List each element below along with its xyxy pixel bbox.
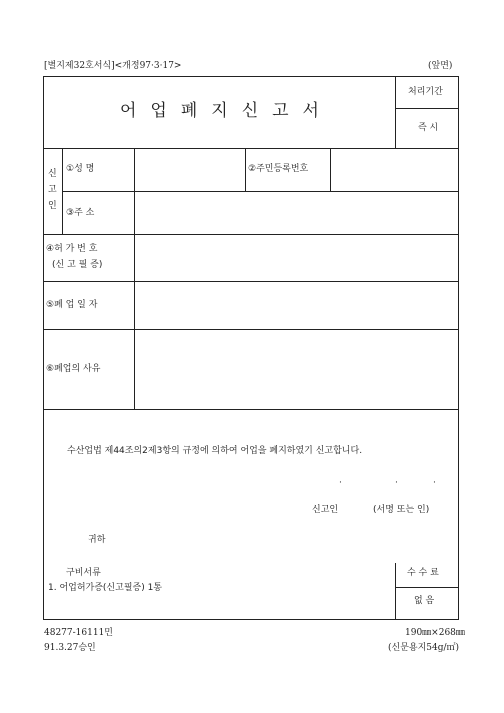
fee-column-divider [395, 563, 396, 620]
rrn-label: ②주민등록번호 [248, 164, 309, 174]
address-label: ③주 소 [66, 208, 95, 218]
name-rrn-divider [245, 148, 246, 191]
applicant-label-divider [62, 148, 63, 234]
license-number-field[interactable] [135, 235, 458, 280]
fee-divider [395, 587, 459, 588]
name-field[interactable] [135, 149, 244, 190]
license-number-label: ④허 가 번 호 [46, 244, 98, 254]
date-dot-day: · [433, 478, 436, 488]
address-field[interactable] [135, 192, 458, 233]
form-reference: [별지제32호서식]<개정97·3·17> [44, 61, 182, 71]
form-title: 어업폐지신고서 [120, 101, 333, 121]
fee-value: 없 음 [414, 596, 435, 606]
form-approval-date: 91.3.27승인 [44, 643, 96, 653]
signer-label: 신고인 [312, 505, 339, 515]
closure-reason-field[interactable] [135, 330, 458, 408]
date-dot-month: · [395, 478, 398, 488]
name-label: ①성 명 [66, 164, 95, 174]
closure-date-field[interactable] [135, 282, 458, 328]
applicant-label-char-3: 인 [48, 201, 57, 211]
applicant-label-char-1: 신 [48, 169, 57, 179]
processing-divider [395, 108, 459, 109]
processing-period-value: 즉 시 [418, 123, 439, 133]
form-approval-number: 48277-16111민 [44, 628, 113, 638]
rrn-field[interactable] [331, 149, 458, 190]
paper-type: (신문용지54g/㎡) [388, 643, 460, 653]
required-docs-item: 1. 어업허가증(신고필증) 1통 [48, 583, 162, 593]
reason-row-divider [43, 409, 459, 410]
closure-reason-label: ⑥폐업의 사유 [46, 364, 101, 374]
declaration-statement: 수산업법 제44조의2제3항의 규정에 의하여 어업을 폐지하였기 신고합니다. [67, 446, 363, 456]
processing-period-label: 처리기간 [408, 87, 443, 97]
fee-label: 수 수 료 [407, 568, 439, 578]
paper-size: 190㎜×268㎜ [405, 628, 465, 638]
title-processing-divider [395, 76, 396, 148]
applicant-label-char-2: 고 [48, 185, 57, 195]
date-dot-year: · [339, 478, 342, 488]
page-side-label: (앞면) [428, 61, 453, 71]
signature-note: (서명 또는 인) [373, 505, 430, 515]
license-number-sublabel: (신 고 필 증) [52, 260, 103, 270]
closure-date-label: ⑤폐 업 일 자 [46, 300, 98, 310]
required-docs-label: 구비서류 [66, 568, 101, 578]
addressee-label: 귀하 [88, 535, 106, 545]
